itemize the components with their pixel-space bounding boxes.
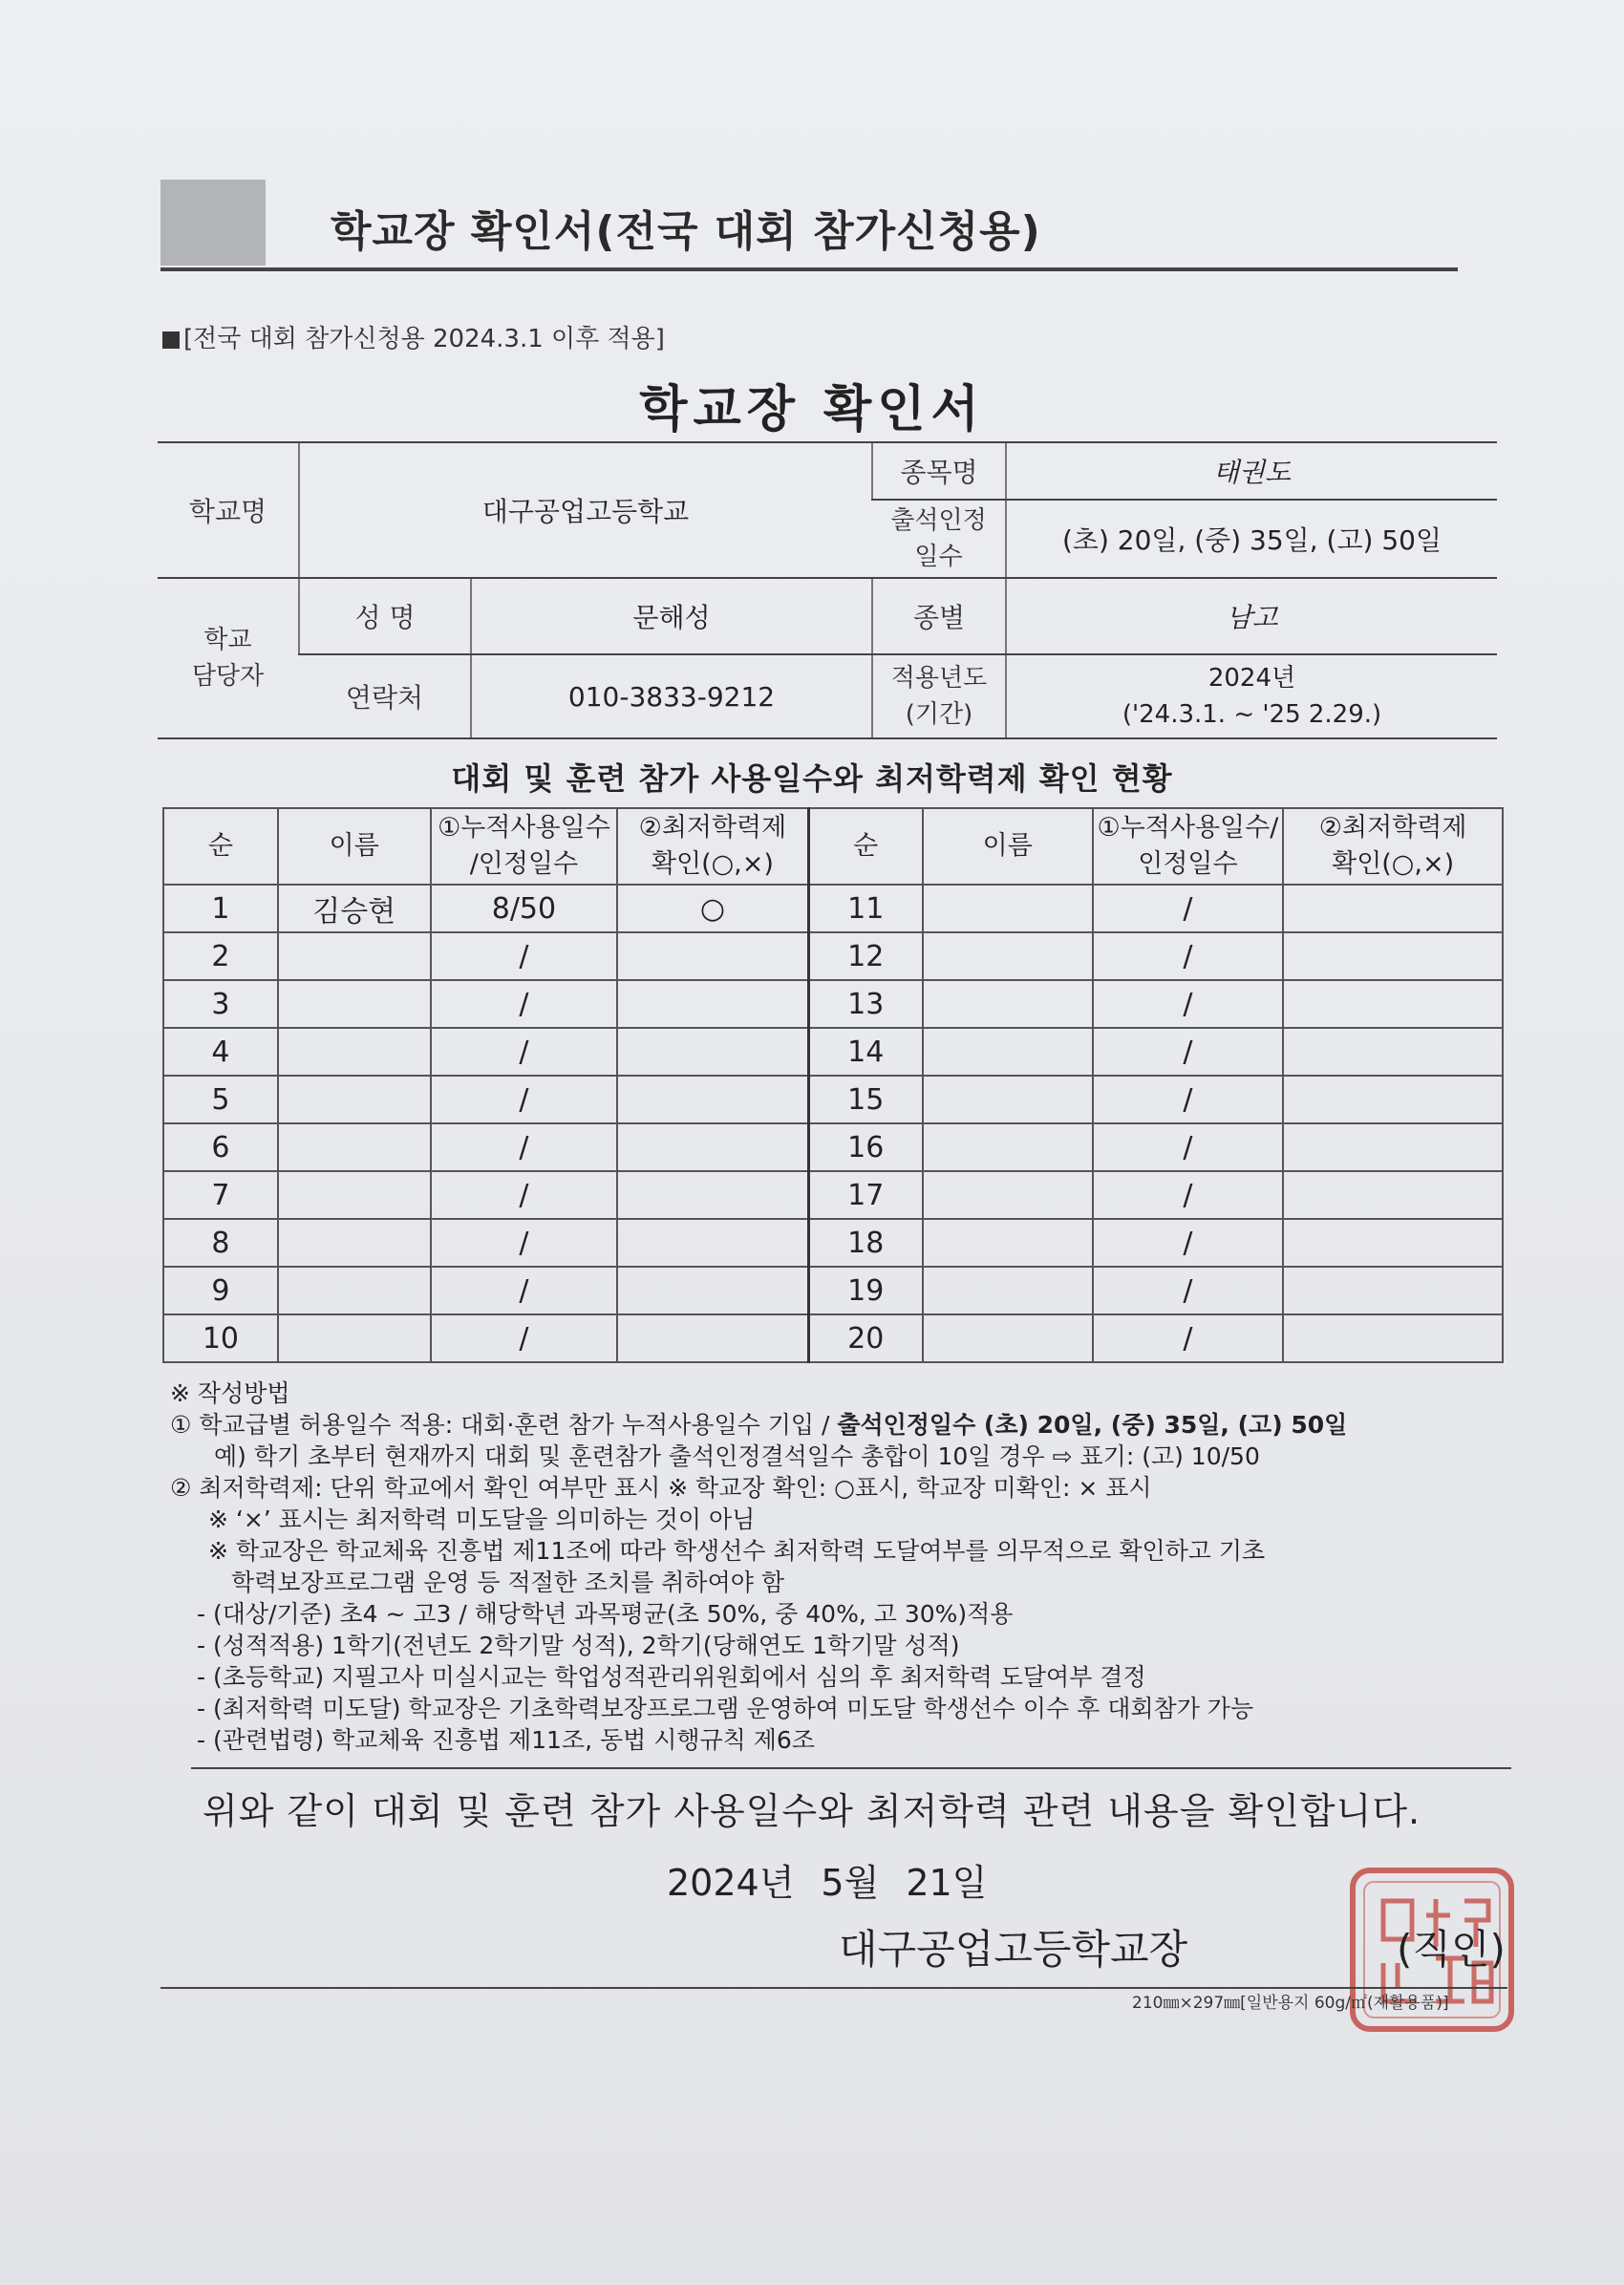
row-acad-left	[617, 1171, 808, 1219]
row-no-left: 8	[163, 1219, 278, 1267]
row-no-right: 18	[808, 1219, 923, 1267]
row-days-right: /	[1093, 980, 1284, 1028]
table-row	[163, 1171, 1503, 1219]
year-value-cell	[1006, 654, 1497, 738]
note-2c: 학력보장프로그램 운영 등 적절한 조치를 취하여야 함	[231, 1569, 784, 1596]
year-label-2: (기간)	[905, 700, 973, 729]
header-acad-left	[617, 808, 808, 885]
row-days-left: /	[431, 1267, 618, 1314]
row-acad-right	[1283, 1076, 1503, 1123]
row-no-left: 7	[163, 1171, 278, 1219]
row-name-left	[278, 1219, 431, 1267]
row-no-left: 1	[163, 885, 278, 932]
row-acad-left: ○	[617, 885, 808, 932]
date-day: 21일	[906, 1862, 988, 1904]
row-no-right: 14	[808, 1028, 923, 1076]
note-2: ② 최저학력제: 단위 학교에서 확인 여부만 표시 ※ 학교장 확인: ○표시, 학교장 미확인: × 표시	[170, 1474, 1152, 1502]
sport-value: 태권도	[1006, 442, 1497, 500]
note-1-text: ① 학교급별 허용일수 적용: 대회·훈련 참가 누적사용일수 기입 /	[170, 1411, 838, 1439]
row-days-right: /	[1093, 1171, 1284, 1219]
seal-label: (직인)	[1397, 1926, 1506, 1973]
row-acad-left	[617, 1219, 808, 1267]
table-row	[163, 932, 1503, 980]
row-acad-right	[1283, 1171, 1503, 1219]
square-bullet-icon	[162, 331, 180, 349]
row-acad-right	[1283, 1123, 1503, 1171]
table-row	[163, 1076, 1503, 1123]
category-value: 남고	[1006, 578, 1497, 654]
row-name-right	[923, 1123, 1093, 1171]
row-name-right	[923, 1171, 1093, 1219]
issue-date	[667, 1853, 1014, 1906]
row-name-right	[923, 1314, 1093, 1362]
row-name-left	[278, 932, 431, 980]
row-no-right: 12	[808, 932, 923, 980]
header-days-left-2: /인정일수	[469, 849, 579, 879]
header-acad-right	[1283, 808, 1503, 885]
school-name: 대구공업고등학교	[299, 442, 872, 578]
row-acad-left	[617, 980, 808, 1028]
attendance-label	[872, 500, 1006, 578]
header-days-right	[1093, 808, 1284, 885]
row-days-left: /	[431, 980, 618, 1028]
attendance-label-2: 일수	[914, 543, 963, 571]
row-name-left	[278, 1171, 431, 1219]
row-days-left: /	[431, 1219, 618, 1267]
row-days-left: /	[431, 932, 618, 980]
header-no-right: 순	[808, 808, 923, 885]
row-name-left: 김승현	[278, 885, 431, 932]
row-acad-right	[1283, 980, 1503, 1028]
note-2b: ※ 학교장은 학교체육 진흥법 제11조에 따라 학생선수 최저학력 도달여부를 의무적으로 확인하고 기초	[208, 1537, 1266, 1565]
row-no-right: 11	[808, 885, 923, 932]
row-name-left	[278, 1123, 431, 1171]
sub-note	[162, 319, 665, 354]
row-name-left	[278, 1076, 431, 1123]
row-acad-right	[1283, 1219, 1503, 1267]
header-title: 학교장 확인서(전국 대회 참가신청용)	[331, 207, 1041, 256]
row-no-right: 19	[808, 1267, 923, 1314]
row-acad-left	[617, 932, 808, 980]
row-days-left: /	[431, 1314, 618, 1362]
row-acad-left	[617, 1028, 808, 1076]
row-acad-right	[1283, 1028, 1503, 1076]
row-name-right	[923, 980, 1093, 1028]
contact-label: 연락처	[299, 654, 471, 738]
row-acad-left	[617, 1267, 808, 1314]
row-no-left: 6	[163, 1123, 278, 1171]
row-no-left: 5	[163, 1076, 278, 1123]
table-row	[163, 885, 1503, 932]
year-value: 2024년	[1207, 664, 1296, 693]
header-days-right-1: ①누적사용일수/	[1097, 813, 1279, 843]
note-2a: ※ ‘×’ 표시는 최저학력 미도달을 의미하는 것이 아님	[208, 1506, 756, 1533]
header-no-left: 순	[163, 808, 278, 885]
note-1-bold: 출석인정일수 (초) 20일, (중) 35일, (고) 50일	[837, 1411, 1348, 1439]
row-name-left	[278, 1314, 431, 1362]
row-days-right: /	[1093, 1028, 1284, 1076]
instructions	[170, 1377, 1527, 1756]
note-dash-1: - (대상/기준) 초4 ~ 고3 / 해당학년 과목평균(초 50%, 중 40%, 고 30%)적용	[197, 1600, 1014, 1628]
row-days-left: /	[431, 1076, 618, 1123]
row-no-right: 20	[808, 1314, 923, 1362]
row-name-right	[923, 932, 1093, 980]
table-row	[163, 980, 1503, 1028]
note-1	[170, 1409, 1527, 1441]
row-no-left: 10	[163, 1314, 278, 1362]
table-row	[163, 1028, 1503, 1076]
row-no-left: 9	[163, 1267, 278, 1314]
table-row	[163, 1123, 1503, 1171]
row-name-left	[278, 1267, 431, 1314]
year-label	[872, 654, 1006, 738]
note-dash-2: - (성적적용) 1학기(전년도 2학기말 성적), 2학기(당해연도 1학기말 성적)	[197, 1632, 960, 1659]
row-acad-left	[617, 1076, 808, 1123]
header-days-right-2: 인정일수	[1138, 849, 1238, 879]
row-days-right: /	[1093, 1219, 1284, 1267]
row-no-right: 15	[808, 1076, 923, 1123]
date-year: 2024년	[667, 1862, 795, 1904]
note-1-example: 예) 학기 초부터 현재까지 대회 및 훈련참가 출석인정결석일수 총합이 10일 경우 ⇨ 표기: (고) 10/50	[214, 1442, 1260, 1470]
row-name-right	[923, 885, 1093, 932]
note-dash-4: - (최저학력 미도달) 학교장은 기초학력보장프로그램 운영하여 미도달 학생선수 이수 후 대회참가 가능	[197, 1695, 1254, 1722]
date-month: 5월	[821, 1862, 880, 1904]
note-dash-5: - (관련법령) 학교체육 진흥법 제11조, 동법 시행규칙 제6조	[197, 1726, 815, 1754]
confirmation-text: 위와 같이 대회 및 훈련 참가 사용일수와 최저학력 관련 내용을 확인합니다.	[203, 1790, 1421, 1832]
header-acad-right-1: ②최저학력제	[1318, 813, 1467, 843]
paper-spec-footnote: 210㎜×297㎜[일반용지 60g/㎡(재활용품)]	[1132, 1994, 1449, 2013]
manager-label-2: 담당자	[191, 662, 265, 691]
divider	[191, 1767, 1511, 1769]
note-dash-3: - (초등학교) 지필고사 미실시교는 학업성적관리위원회에서 심의 후 최저학력 도달여부 결정	[197, 1663, 1146, 1691]
row-no-left: 4	[163, 1028, 278, 1076]
sport-label: 종목명	[872, 442, 1006, 500]
principal-name: 대구공업고등학교장	[839, 1926, 1188, 1973]
table-row	[163, 1267, 1503, 1314]
year-label-1: 적용년도	[890, 664, 988, 693]
info-table	[158, 441, 1497, 739]
row-days-right: /	[1093, 1314, 1284, 1362]
attendance-label-1: 출석인정	[890, 506, 987, 535]
school-label: 학교명	[158, 442, 299, 578]
row-name-right	[923, 1219, 1093, 1267]
table-row	[163, 1219, 1503, 1267]
row-no-left: 3	[163, 980, 278, 1028]
row-acad-right	[1283, 932, 1503, 980]
header-acad-left-2: 확인(○,×)	[651, 849, 774, 879]
row-no-right: 17	[808, 1171, 923, 1219]
manager-label	[158, 578, 299, 738]
row-acad-right	[1283, 1314, 1503, 1362]
name-label: 성 명	[299, 578, 471, 654]
row-acad-left	[617, 1314, 808, 1362]
table-row	[163, 1314, 1503, 1362]
row-days-right: /	[1093, 1267, 1284, 1314]
row-no-right: 13	[808, 980, 923, 1028]
row-acad-right	[1283, 1267, 1503, 1314]
header-acad-left-1: ②최저학력제	[638, 813, 787, 843]
category-label: 종별	[872, 578, 1006, 654]
row-days-right: /	[1093, 885, 1284, 932]
row-acad-right	[1283, 885, 1503, 932]
header-days-left	[431, 808, 618, 885]
row-days-left: /	[431, 1171, 618, 1219]
row-days-right: /	[1093, 1123, 1284, 1171]
name-value: 문해성	[471, 578, 872, 654]
row-name-right	[923, 1076, 1093, 1123]
section-title: 대회 및 훈련 참가 사용일수와 최저학력제 확인 현황	[451, 760, 1173, 797]
row-days-right: /	[1093, 932, 1284, 980]
row-name-left	[278, 980, 431, 1028]
row-name-left	[278, 1028, 431, 1076]
row-no-left: 2	[163, 932, 278, 980]
row-days-left: /	[431, 1123, 618, 1171]
attendance-value: (초) 20일, (중) 35일, (고) 50일	[1006, 500, 1497, 578]
header-name-right: 이름	[923, 808, 1093, 885]
row-days-left: 8/50	[431, 885, 618, 932]
row-days-right: /	[1093, 1076, 1284, 1123]
sub-note-text: [전국 대회 참가신청용 2024.3.1 이후 적용]	[183, 325, 665, 353]
notes-heading: ※ 작성방법	[170, 1379, 290, 1407]
contact-value: 010-3833-9212	[471, 654, 872, 738]
row-no-right: 16	[808, 1123, 923, 1171]
row-name-right	[923, 1267, 1093, 1314]
row-acad-left	[617, 1123, 808, 1171]
header-name-left: 이름	[278, 808, 431, 885]
period-value: ('24.3.1. ~ '25 2.29.)	[1122, 700, 1382, 729]
header-gray-block	[160, 180, 266, 266]
header-acad-right-2: 확인(○,×)	[1332, 849, 1455, 879]
header-bar	[160, 180, 1458, 271]
roster-table	[162, 807, 1504, 1363]
manager-label-1: 학교	[203, 626, 252, 654]
row-days-left: /	[431, 1028, 618, 1076]
header-days-left-1: ①누적사용일수	[438, 813, 610, 843]
document-title: 학교장 확인서	[639, 381, 985, 438]
row-name-right	[923, 1028, 1093, 1076]
